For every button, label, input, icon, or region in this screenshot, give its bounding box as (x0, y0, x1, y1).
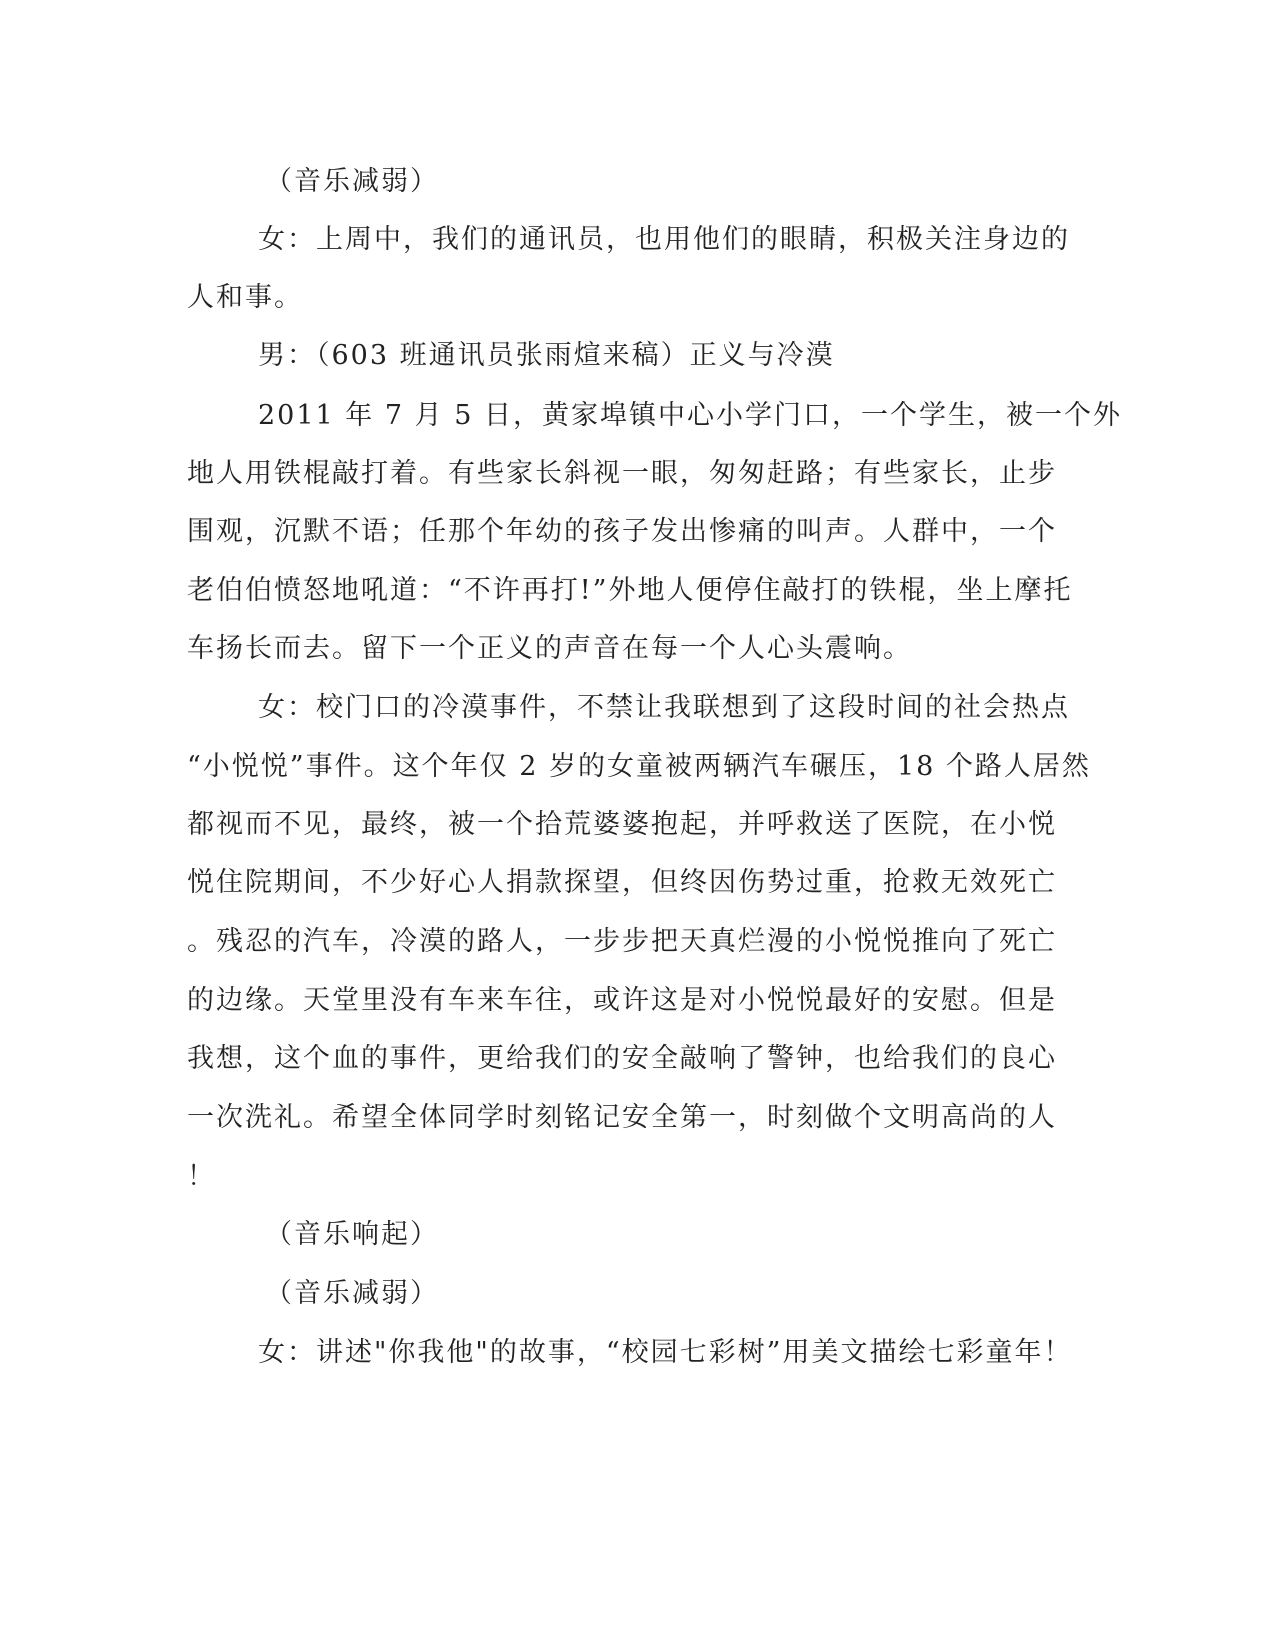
paragraph-line: 人和事。 (187, 282, 303, 313)
paragraph-line: 老伯伯愤怒地吼道：“不许再打!”外地人便停住敲打的铁棍，坐上摩托 (187, 575, 1073, 606)
paragraph-line: 2011 年 7 月 5 日，黄家埠镇中心小学门口，一个学生，被一个外 (258, 400, 1122, 431)
paragraph-line: 一次洗礼。希望全体同学时刻铭记安全第一，时刻做个文明高尚的人 (187, 1102, 1057, 1133)
paragraph-line: 女：讲述"你我他"的故事，“校园七彩树”用美文描绘七彩童年！ (258, 1337, 1073, 1368)
paragraph-line: 都视而不见，最终，被一个拾荒婆婆抱起，并呼救送了医院，在小悦 (187, 809, 1057, 840)
paragraph-line: 车扬长而去。留下一个正义的声音在每一个人心头震响。 (187, 633, 912, 664)
paragraph-line: 男：（603 班通讯员张雨煊来稿）正义与冷漠 (258, 340, 835, 371)
paragraph-line: 的边缘。天堂里没有车来车往，或许这是对小悦悦最好的安慰。但是 (187, 985, 1057, 1016)
paragraph-line: 悦住院期间，不少好心人捐款探望，但终因伤势过重，抢救无效死亡 (187, 867, 1057, 898)
paragraph-line: 围观，沉默不语；任那个年幼的孩子发出惨痛的叫声。人群中，一个 (187, 516, 1057, 547)
paragraph-line: “小悦悦”事件。这个年仅 2 岁的女童被两辆汽车碾压，18 个路人居然 (187, 751, 1091, 782)
stage-direction-music-start: （音乐响起） (265, 1219, 439, 1250)
paragraph-line: 女：上周中，我们的通讯员，也用他们的眼睛，积极关注身边的 (258, 224, 1070, 255)
stage-direction-music-fade: （音乐减弱） (265, 166, 439, 197)
stage-direction-music-fade: （音乐减弱） (265, 1278, 439, 1309)
paragraph-line: 我想，这个血的事件，更给我们的安全敲响了警钟，也给我们的良心 (187, 1043, 1057, 1074)
paragraph-line: 地人用铁棍敲打着。有些家长斜视一眼，匆匆赶路；有些家长，止步 (187, 458, 1057, 489)
paragraph-line: ！ (187, 1161, 216, 1192)
paragraph-line: 女：校门口的冷漠事件，不禁让我联想到了这段时间的社会热点 (258, 692, 1070, 723)
paragraph-line: 。残忍的汽车，冷漠的路人，一步步把天真烂漫的小悦悦推向了死亡 (187, 926, 1057, 957)
